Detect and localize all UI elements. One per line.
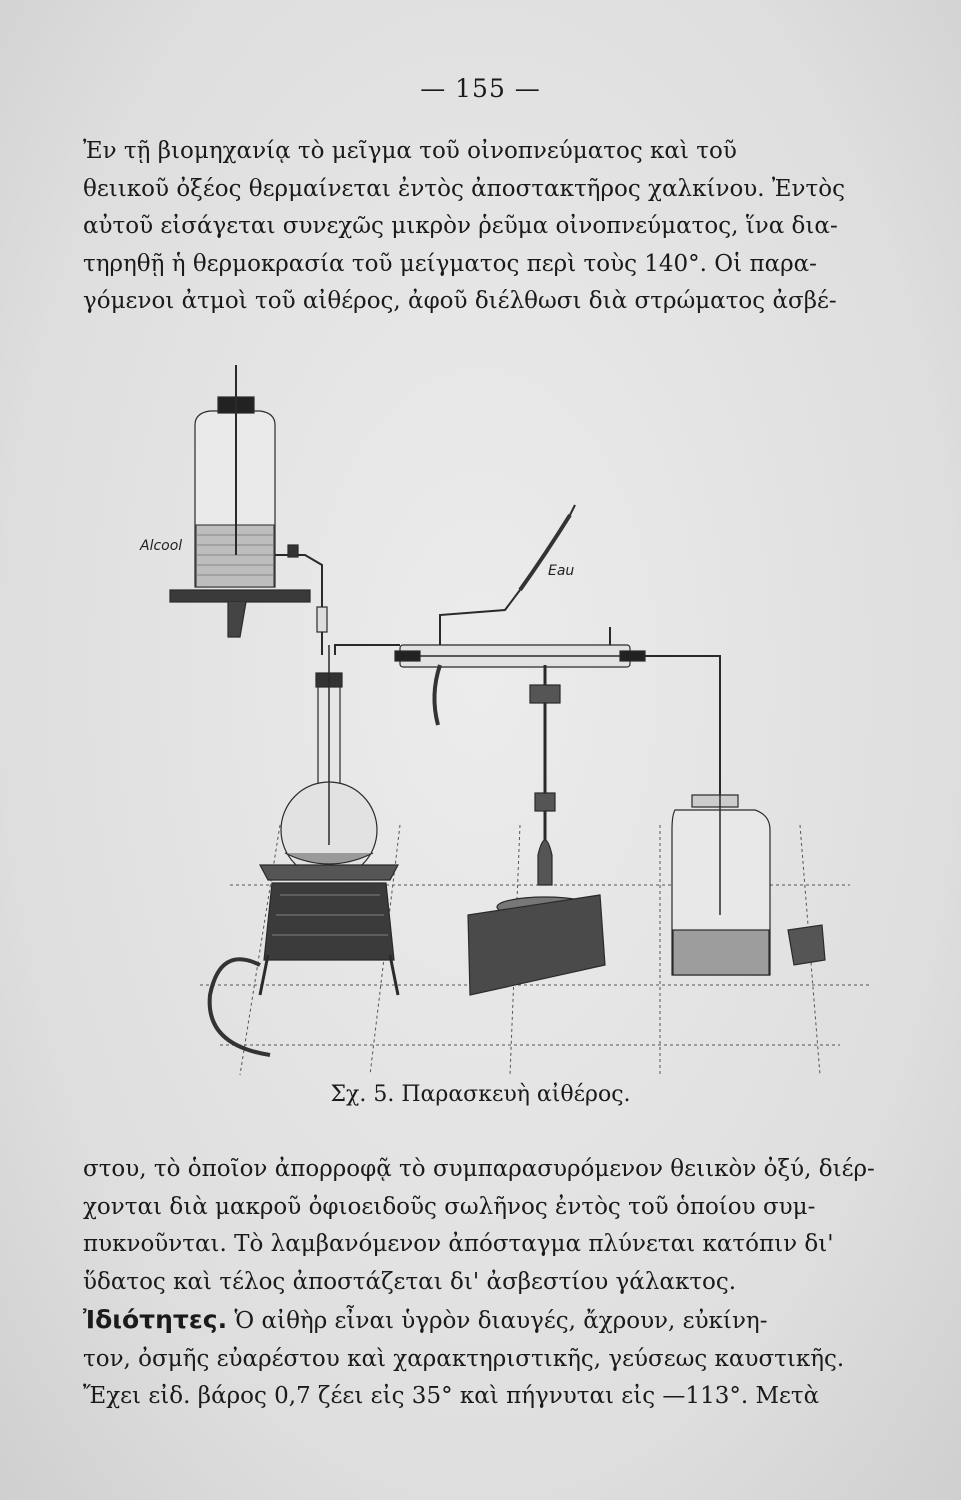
condenser: [395, 505, 720, 795]
label-alcool: Alcool: [140, 538, 183, 554]
clamp-stand: [468, 665, 605, 995]
text-line: Ἔχει εἰδ. βάρος 0,7 ζέει εἰς 35° καὶ πήγνυται εἰς —113°. Μετὰ: [83, 1383, 820, 1409]
alcohol-reservoir: [170, 365, 322, 637]
text-line: ὕδατος καὶ τέλος ἀποστάζεται δι' ἀσβεστίου γάλακτος.: [83, 1268, 737, 1295]
section-heading-properties: Ἰδιότητες.: [83, 1305, 228, 1334]
paragraph-properties: [83, 1151, 909, 1416]
text-line: χονται διὰ μακροῦ ὀφιοειδοῦς σωλῆνος ἐντὸς τοῦ ὁποίου συμ-: [83, 1193, 816, 1220]
paragraph-industrial-process: [83, 133, 895, 321]
page-number: — 155 —: [420, 74, 541, 103]
text-line: τον, ὀσμῆς εὐαρέστου καὶ χαρακτηριστικῆς, γεύσεως καυστικῆς.: [83, 1345, 845, 1372]
text-span: Ὁ αἰθὴρ εἶναι ὑγρὸν διαυγές, ἄχρουν, εὐκίνη-: [227, 1308, 768, 1334]
ether-apparatus-figure: [100, 355, 880, 1075]
text-line: θειικοῦ ὀξέος θερμαίνεται ἐντὸς ἀποστακτῆρος χαλκίνου. Ἐντὸς: [83, 175, 845, 202]
text-line: γόμενοι ἀτμοὶ τοῦ αἰθέρος, ἀφοῦ διέλθωσι διὰ στρώματος ἀσβέ-: [83, 288, 837, 314]
label-eau: Eau: [548, 563, 575, 579]
apparatus-illustration: [100, 355, 880, 1075]
text-line: πυκνοῦνται. Τὸ λαμβανόμενον ἀπόσταγμα πλύνεται κατόπιν δι': [83, 1231, 834, 1257]
text-line: Ἐν τῇ βιομηχανίᾳ τὸ μεῖγμα τοῦ οἰνοπνεύματος καὶ τοῦ: [83, 138, 737, 164]
text-line: αὐτοῦ εἰσάγεται συνεχῶς μικρὸν ῥεῦμα οἰνοπνεύματος, ἵνα δια-: [83, 213, 838, 239]
figure-caption: Σχ. 5. Παρασκευὴ αἰθέρος.: [330, 1082, 631, 1107]
text-line: [83, 1301, 909, 1341]
text-line: στου, τὸ ὁποῖον ἀπορροφᾷ τὸ συμπαρασυρόμενον θειικὸν ὀξύ, διέρ-: [83, 1156, 875, 1182]
text-line: τηρηθῇ ἡ θερμοκρασία τοῦ μείγματος περὶ τοὺς 140°. Οἱ παρα-: [83, 250, 817, 277]
distillation-flask: [281, 645, 377, 878]
heater-stand: [210, 865, 398, 1055]
